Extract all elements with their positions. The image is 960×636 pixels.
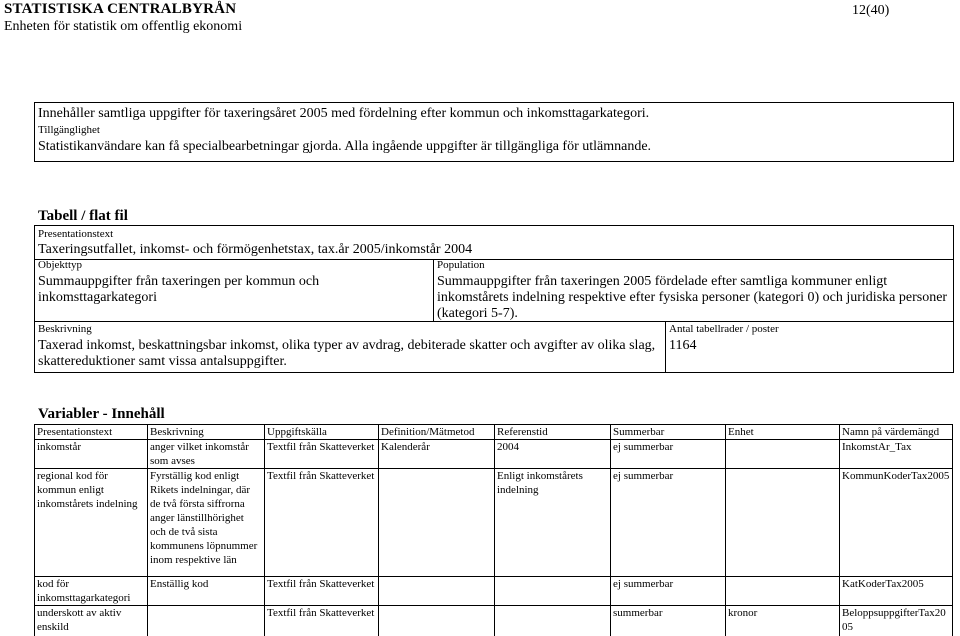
column-header: Uppgiftskälla — [265, 425, 379, 440]
table-cell: summerbar — [611, 606, 726, 636]
table-cell — [726, 577, 840, 606]
column-header: Namn på värdemängd — [840, 425, 953, 440]
table-cell — [379, 577, 495, 606]
availability-label: Tillgänglighet — [38, 124, 100, 136]
table-cell — [495, 606, 611, 636]
table-row — [35, 606, 953, 636]
org-name: STATISTISKA CENTRALBYRÅN — [4, 1, 237, 17]
table-cell: Enligt inkomstårets indelning — [495, 469, 611, 577]
divider — [665, 321, 666, 373]
page-number: 12(40) — [852, 3, 890, 18]
table-cell — [495, 577, 611, 606]
rows-label: Antal tabellrader / poster — [669, 323, 779, 335]
table-cell: underskott av aktiv enskild — [35, 606, 148, 636]
table-section-title: Tabell / flat fil — [38, 208, 128, 224]
divider — [433, 259, 434, 321]
table-cell: KommunKoderTax2005 — [840, 469, 953, 577]
description-label: Beskrivning — [38, 323, 92, 335]
availability-text: Statistikanvändare kan få specialbearbetningar gjorda. Alla ingående uppgifter är tillgängliga för utlämnande. — [38, 139, 652, 154]
table-cell: ej summerbar — [611, 469, 726, 577]
column-header: Summerbar — [611, 425, 726, 440]
column-header: Referenstid — [495, 425, 611, 440]
objecttype-label: Objekttyp — [38, 259, 82, 271]
table-cell: InkomstAr_Tax — [840, 440, 953, 469]
table-row — [35, 577, 953, 606]
population-text: Summauppgifter från taxeringen 2005 fördelade efter samtliga kommuner enligt inkomstårets indelning respektive efter fysiska personer (kategori 0) och juridiska personer (kategori 5-7). — [437, 274, 948, 321]
table-cell: Kalenderår — [379, 440, 495, 469]
content-box — [34, 102, 954, 162]
content-text: Innehåller samtliga uppgifter för taxeringsåret 2005 med fördelning efter kommun och inkomsttagarkategori. — [38, 106, 650, 121]
column-header: Beskrivning — [148, 425, 265, 440]
table-cell — [726, 440, 840, 469]
table-info-box — [34, 225, 954, 373]
column-header: Presentationstext — [35, 425, 148, 440]
table-cell: anger vilket inkomstår som avses — [148, 440, 265, 469]
table-cell: Fyrställig kod enligt Rikets indelningar, där de två första siffrorna anger länstillhörighet och de två sista kommunens löpnummer inom respektive län — [148, 469, 265, 577]
table-cell: Enställig kod — [148, 577, 265, 606]
table-cell: Textfil från Skatteverket — [265, 469, 379, 577]
variables-table — [34, 424, 953, 636]
presentation-text: Taxeringsutfallet, inkomst- och förmögenhetstax, tax.år 2005/inkomstår 2004 — [38, 242, 473, 257]
table-cell — [379, 469, 495, 577]
column-header: Enhet — [726, 425, 840, 440]
objecttype-text: Summauppgifter från taxeringen per kommun och inkomsttagarkategori — [38, 274, 320, 305]
table-cell: regional kod för kommun enligt inkomstårets indelning — [35, 469, 148, 577]
divider — [35, 259, 953, 260]
unit-name: Enheten för statistik om offentlig ekonomi — [4, 19, 243, 34]
rows-value: 1164 — [669, 338, 697, 353]
table-cell: Textfil från Skatteverket — [265, 606, 379, 636]
table-row — [35, 440, 953, 469]
table-cell — [726, 469, 840, 577]
table-cell: BeloppsuppgifterTax2005 — [840, 606, 953, 636]
table-cell: Textfil från Skatteverket — [265, 577, 379, 606]
table-cell: inkomstår — [35, 440, 148, 469]
table-cell: Textfil från Skatteverket — [265, 440, 379, 469]
description-text: Taxerad inkomst, beskattningsbar inkomst, olika typer av avdrag, debiterade skatter och avgifter av olika slag, skattereduktioner samt vissa antalsuppgifter. — [38, 338, 656, 369]
column-header: Definition/Mätmetod — [379, 425, 495, 440]
population-label: Population — [437, 259, 485, 271]
table-cell: 2004 — [495, 440, 611, 469]
table-cell: kod för inkomsttagarkategori — [35, 577, 148, 606]
table-header-row — [35, 425, 953, 440]
table-row — [35, 469, 953, 577]
table-cell: kronor — [726, 606, 840, 636]
table-cell: ej summerbar — [611, 440, 726, 469]
divider — [35, 321, 953, 322]
table-cell: KatKoderTax2005 — [840, 577, 953, 606]
presentation-label: Presentationstext — [38, 228, 114, 240]
table-cell — [148, 606, 265, 636]
variables-title: Variabler - Innehåll — [38, 406, 165, 422]
table-cell — [379, 606, 495, 636]
table-cell: ej summerbar — [611, 577, 726, 606]
